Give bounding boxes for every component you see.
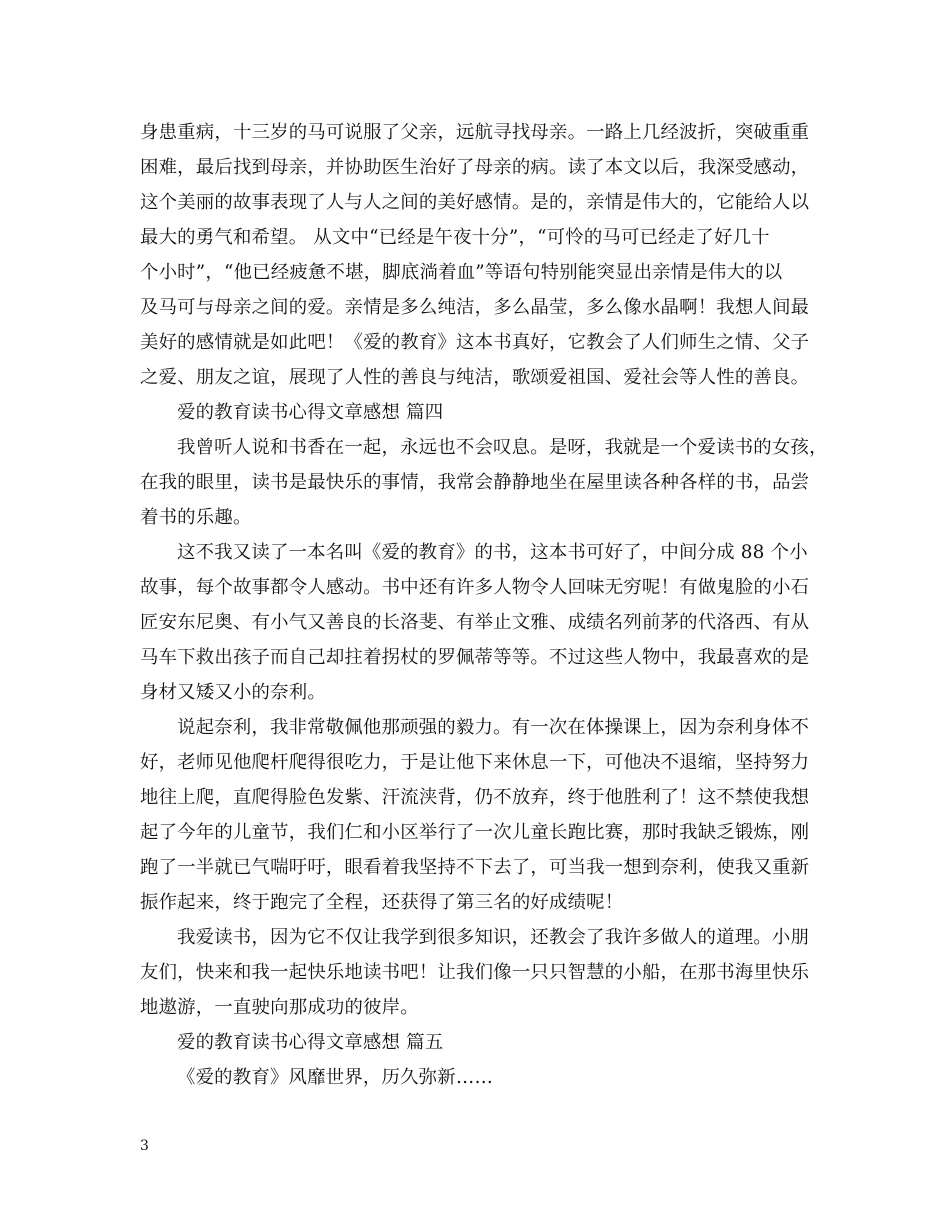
text-line: 跑了一半就已气喘吁吁，眼看着我坚持不下去了，可当我一想到奈利，使我又重新 [140, 857, 810, 878]
text-line: 困难，最后找到母亲，并协助医生治好了母亲的病。读了本文以后，我深受感动， [140, 157, 810, 178]
text-line: 身患重病，十三岁的马可说服了父亲，远航寻找母亲。一路上几经波折，突破重重 [140, 122, 810, 143]
text-line: 地往上爬，直爬得脸色发紫、汗流浃背，仍不放弃，终于他胜利了！这不禁使我想 [140, 787, 810, 808]
paragraph [140, 430, 828, 535]
text-line: 友们，快来和我一起快乐地读书吧！让我们像一只只智慧的小船，在那书海里快乐 [140, 962, 810, 983]
text-line: 最大的勇气和希望。 从文中“已经是午夜十分”，“可怜的马可已经走了好几十 [140, 227, 770, 248]
paragraph [140, 115, 824, 395]
text-line: 振作起来，终于跑完了全程，还获得了第三名的好成绩呢！ [140, 892, 624, 913]
heading-text: 爱的教育读书心得文章感想 篇四 [177, 402, 444, 423]
text-line: 及马可与母亲之间的爱。亲情是多么纯洁，多么晶莹，多么像水晶啊！我想人间最 [140, 297, 810, 318]
text-line: 地遨游，一直驶向那成功的彼岸。 [140, 997, 419, 1018]
text-line: 我爱读书，因为它不仅让我学到很多知识，还教会了我许多做人的道理。小朋 [177, 927, 810, 948]
paragraph [140, 535, 824, 710]
text-line: 在我的眼里，读书是最快乐的事情，我常会静静地坐在屋里读各种各样的书，品尝 [140, 472, 810, 493]
text-line: 身材又矮又小的奈利。 [140, 682, 326, 703]
text-line: 马车下救出孩子而自己却拄着拐杖的罗佩蒂等等。不过这些人物中，我最喜欢的是 [140, 647, 810, 668]
text-line: 说起奈利，我非常敬佩他那顽强的毅力。有一次在体操课上，因为奈利身体不 [177, 717, 810, 738]
paragraph [140, 920, 824, 1025]
document-body [140, 115, 828, 1095]
text-line: 之爱、朋友之谊，展现了人性的善良与纯洁，歌颂爱祖国、爱社会等人性的善良。 [140, 367, 810, 388]
text-line: 我曾听人说和书香在一起，永远也不会叹息。是呀，我就是一个爱读书的女孩， [177, 437, 828, 458]
text-line: 起了今年的儿童节，我们仁和小区举行了一次儿童长跑比赛，那时我缺乏锻炼，刚 [140, 822, 810, 843]
text-line: 好，老师见他爬杆爬得很吃力，于是让他下来休息一下，可他决不退缩，坚持努力 [140, 752, 810, 773]
paragraph [140, 1060, 824, 1095]
text-line: 《爱的教育》风靡世界，历久弥新…… [177, 1067, 494, 1088]
text-line: 故事，每个故事都令人感动。书中还有许多人物令人回味无穷呢！有做鬼脸的小石 [140, 577, 810, 598]
text-line: 个小时”，“他已经疲惫不堪，脚底淌着血”等语句特别能突显出亲情是伟大的以 [140, 262, 783, 283]
text-line: 美好的感情就是如此吧！《爱的教育》这本书真好，它教会了人们师生之情、父子 [140, 332, 810, 353]
text-line: 这个美丽的故事表现了人与人之间的美好感情。是的，亲情是伟大的，它能给人以 [140, 192, 810, 213]
text-line: 着书的乐趣。 [140, 507, 252, 528]
section-heading [140, 1025, 824, 1060]
paragraph [140, 710, 824, 920]
section-heading [140, 395, 824, 430]
text-line: 匠安东尼奥、有小气又善良的长洛斐、有举止文雅、成绩名列前茅的代洛西、有从 [140, 612, 810, 633]
heading-text: 爱的教育读书心得文章感想 篇五 [177, 1032, 444, 1053]
page-number: 3 [140, 1138, 149, 1154]
text-line: 这不我又读了一本名叫《爱的教育》的书，这本书可好了，中间分成 88 个小 [177, 542, 808, 563]
